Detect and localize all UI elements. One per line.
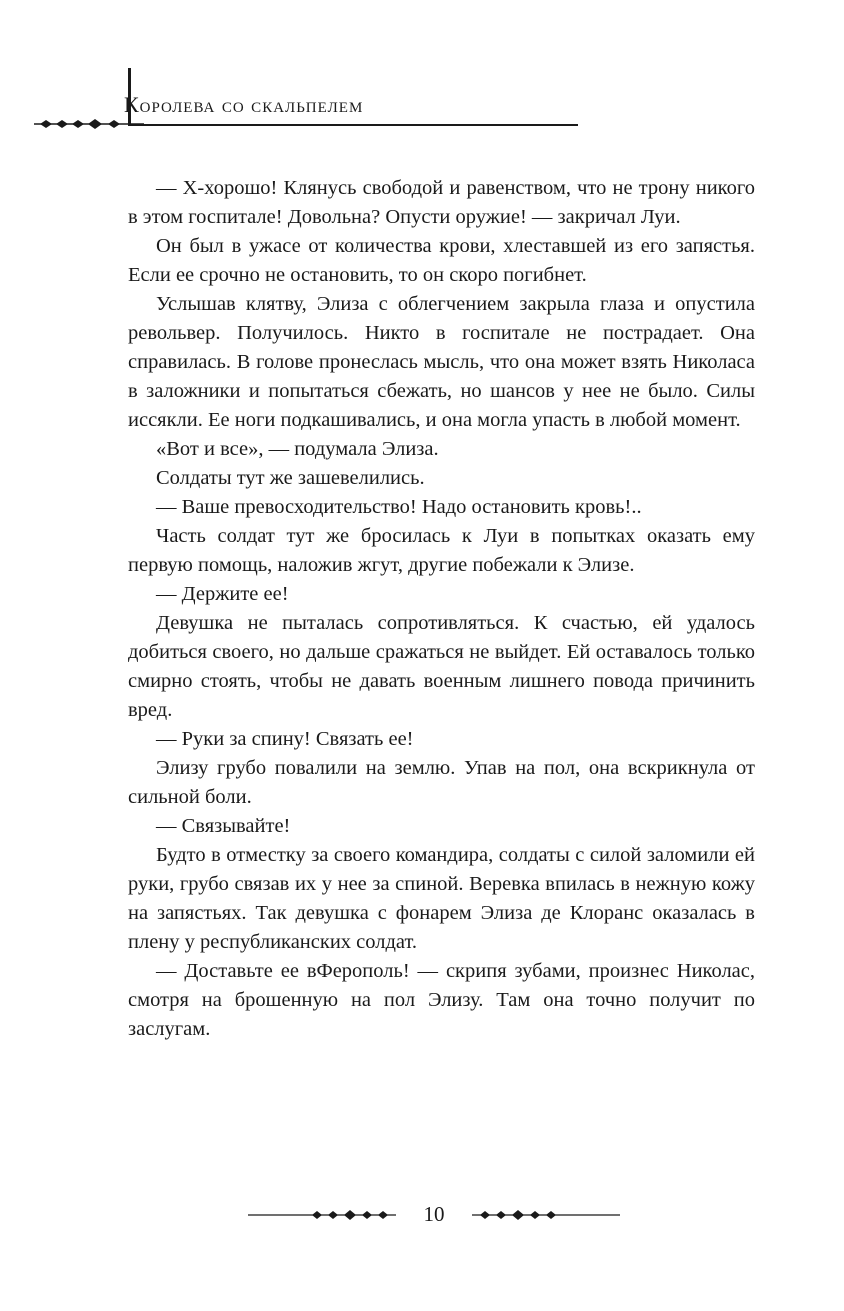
paragraph: — Держите ее! <box>156 583 289 605</box>
footer-ornament-left-icon <box>248 1209 396 1221</box>
body-text <box>128 174 755 1044</box>
paragraph: Будто в отместку за своего командира, солдаты с силой заломили ей руки, грубо связав их у нее за спиной. Веревка впилась в нежную кожу на запястьях. Так девушка с фонарем Элиза де Клоранс оказалась в плену у республиканских солдат. <box>128 844 755 953</box>
paragraph: Он был в ужасе от количества крови, хлеставшей из его запястья. Если ее срочно не остановить, то он скоро погибнет. <box>128 235 755 286</box>
header-rule <box>130 124 578 126</box>
running-header <box>0 60 600 140</box>
paragraph: «Вот и все», — подумала Элиза. <box>156 438 439 460</box>
paragraph: — Х-хорошо! Клянусь свободой и равенством, что не трону никого в этом госпитале! Довольна? Опусти оружие! — закричал Луи. <box>128 177 755 228</box>
page-footer <box>248 1197 620 1231</box>
paragraph: — Ваше превосходительство! Надо остановить кровь!.. <box>156 496 642 518</box>
paragraph: Девушка не пыталась сопротивляться. К счастью, ей удалось добиться своего, но дальше сражаться не выйдет. Ей оставалось только смирно стоять, чтобы не давать военным лишнего повода причинить вред. <box>128 612 755 721</box>
paragraph: — Доставьте ее вФерополь! — скрипя зубами, произнес Николас, смотря на брошенную на пол Элизу. Там она точно получит по заслугам. <box>128 960 755 1040</box>
footer-ornament-right-icon <box>472 1209 620 1221</box>
paragraph: Часть солдат тут же бросилась к Луи в попытках оказать ему первую помощь, наложив жгут, другие побежали к Элизе. <box>128 525 755 576</box>
paragraph: Солдаты тут же зашевелились. <box>156 467 425 489</box>
paragraph: — Связывайте! <box>156 815 291 837</box>
paragraph: — Руки за спину! Связать ее! <box>156 728 414 750</box>
paragraph: Элизу грубо повалили на землю. Упав на пол, она вскрикнула от сильной боли. <box>128 757 755 808</box>
paragraph: Услышав клятву, Элиза с облегчением закрыла глаза и опустила револьвер. Получилось. Никто в госпитале не пострадает. Она справилась. В голове пронеслась мысль, что она может взять Николаса в заложники и попытаться сбежать, но шансов у нее не было. Силы иссякли. Ее ноги подкашивались, и она могла упасть в любой момент. <box>128 293 755 431</box>
header-ornament-icon <box>34 117 144 131</box>
running-title: Королева со скальпелем <box>124 92 364 117</box>
page-number: 10 <box>423 1202 445 1226</box>
